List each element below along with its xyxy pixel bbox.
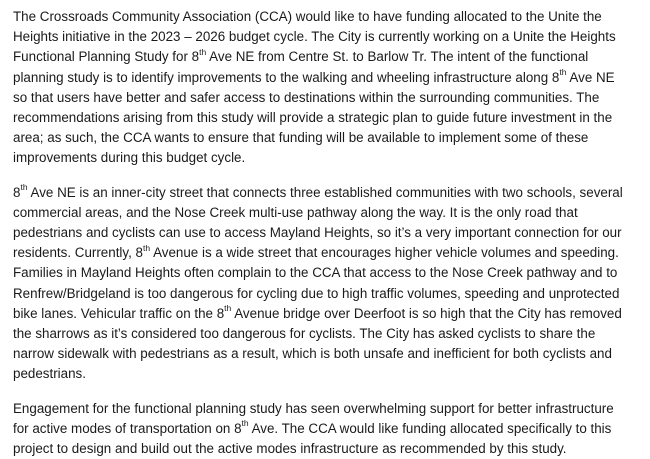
text-line: pedestrians.	[13, 366, 86, 382]
text-line: Heights initiative in the 2023 – 2026 budget cycle. The City is currently working on a Unite the Heights	[13, 29, 616, 45]
text-line: planning study is to identify improvements to the walking and wheeling infrastructure along 8th Ave NE	[13, 67, 615, 85]
document-body	[13, 7, 645, 459]
text-line: Engagement for the functional planning study has seen overwhelming support for better infrastructure	[13, 400, 614, 416]
text-line: bike lanes. Vehicular traffic on the 8th Avenue bridge over Deerfoot is so high that the City has removed	[13, 303, 622, 321]
text-line: improvements during this budget cycle.	[13, 150, 246, 166]
paragraph-street-context	[13, 183, 645, 385]
text-line: residents. Currently, 8th Avenue is a wide street that encourages higher vehicle volumes and speeding.	[13, 242, 619, 261]
text-line: so that users have better and safer access to destinations within the surrounding communities. The	[13, 89, 600, 105]
text-line: narrow sidewalk with pedestrians as a result, which is both unsafe and inefficient for both cyclists and	[13, 346, 612, 362]
text-line: pedestrians and cyclists can use to access Mayland Heights, so it’s a very important connection for our	[13, 225, 622, 241]
text-line: Families in Mayland Heights often complain to the CCA that access to the Nose Creek pathway and to	[13, 265, 618, 281]
text-line: Renfrew/Bridgeland is too dangerous for cycling due to high traffic volumes, speeding and unprotected	[13, 285, 620, 301]
text-line: the sharrows as it’s considered too dangerous for cyclists. The City has asked cyclists to share the	[13, 326, 596, 342]
text-line: 8th Ave NE is an inner-city street that connects three established communities with two schools, several	[13, 182, 623, 200]
paragraph-engagement	[13, 399, 645, 459]
text-line: recommendations arising from this study will provide a strategic plan to guide future investment in the	[13, 110, 613, 126]
text-line: Functional Planning Study for 8th Ave NE from Centre St. to Barlow Tr. The intent of the functional	[13, 46, 589, 65]
paragraph-funding-request	[13, 7, 645, 169]
text-line: commercial areas, and the Nose Creek multi-use pathway along the way. It is the only road that	[13, 204, 578, 220]
text-line: project to design and build out the active modes infrastructure as recommended by this study.	[13, 441, 567, 457]
text-line: area; as such, the CCA wants to ensure that funding will be available to implement some of these	[13, 130, 589, 146]
text-line: for active modes of transportation on 8th Ave. The CCA would like funding allocated specifically to this	[13, 418, 612, 436]
text-line: The Crossroads Community Association (CCA) would like to have funding allocated to the Unite the	[13, 9, 602, 24]
